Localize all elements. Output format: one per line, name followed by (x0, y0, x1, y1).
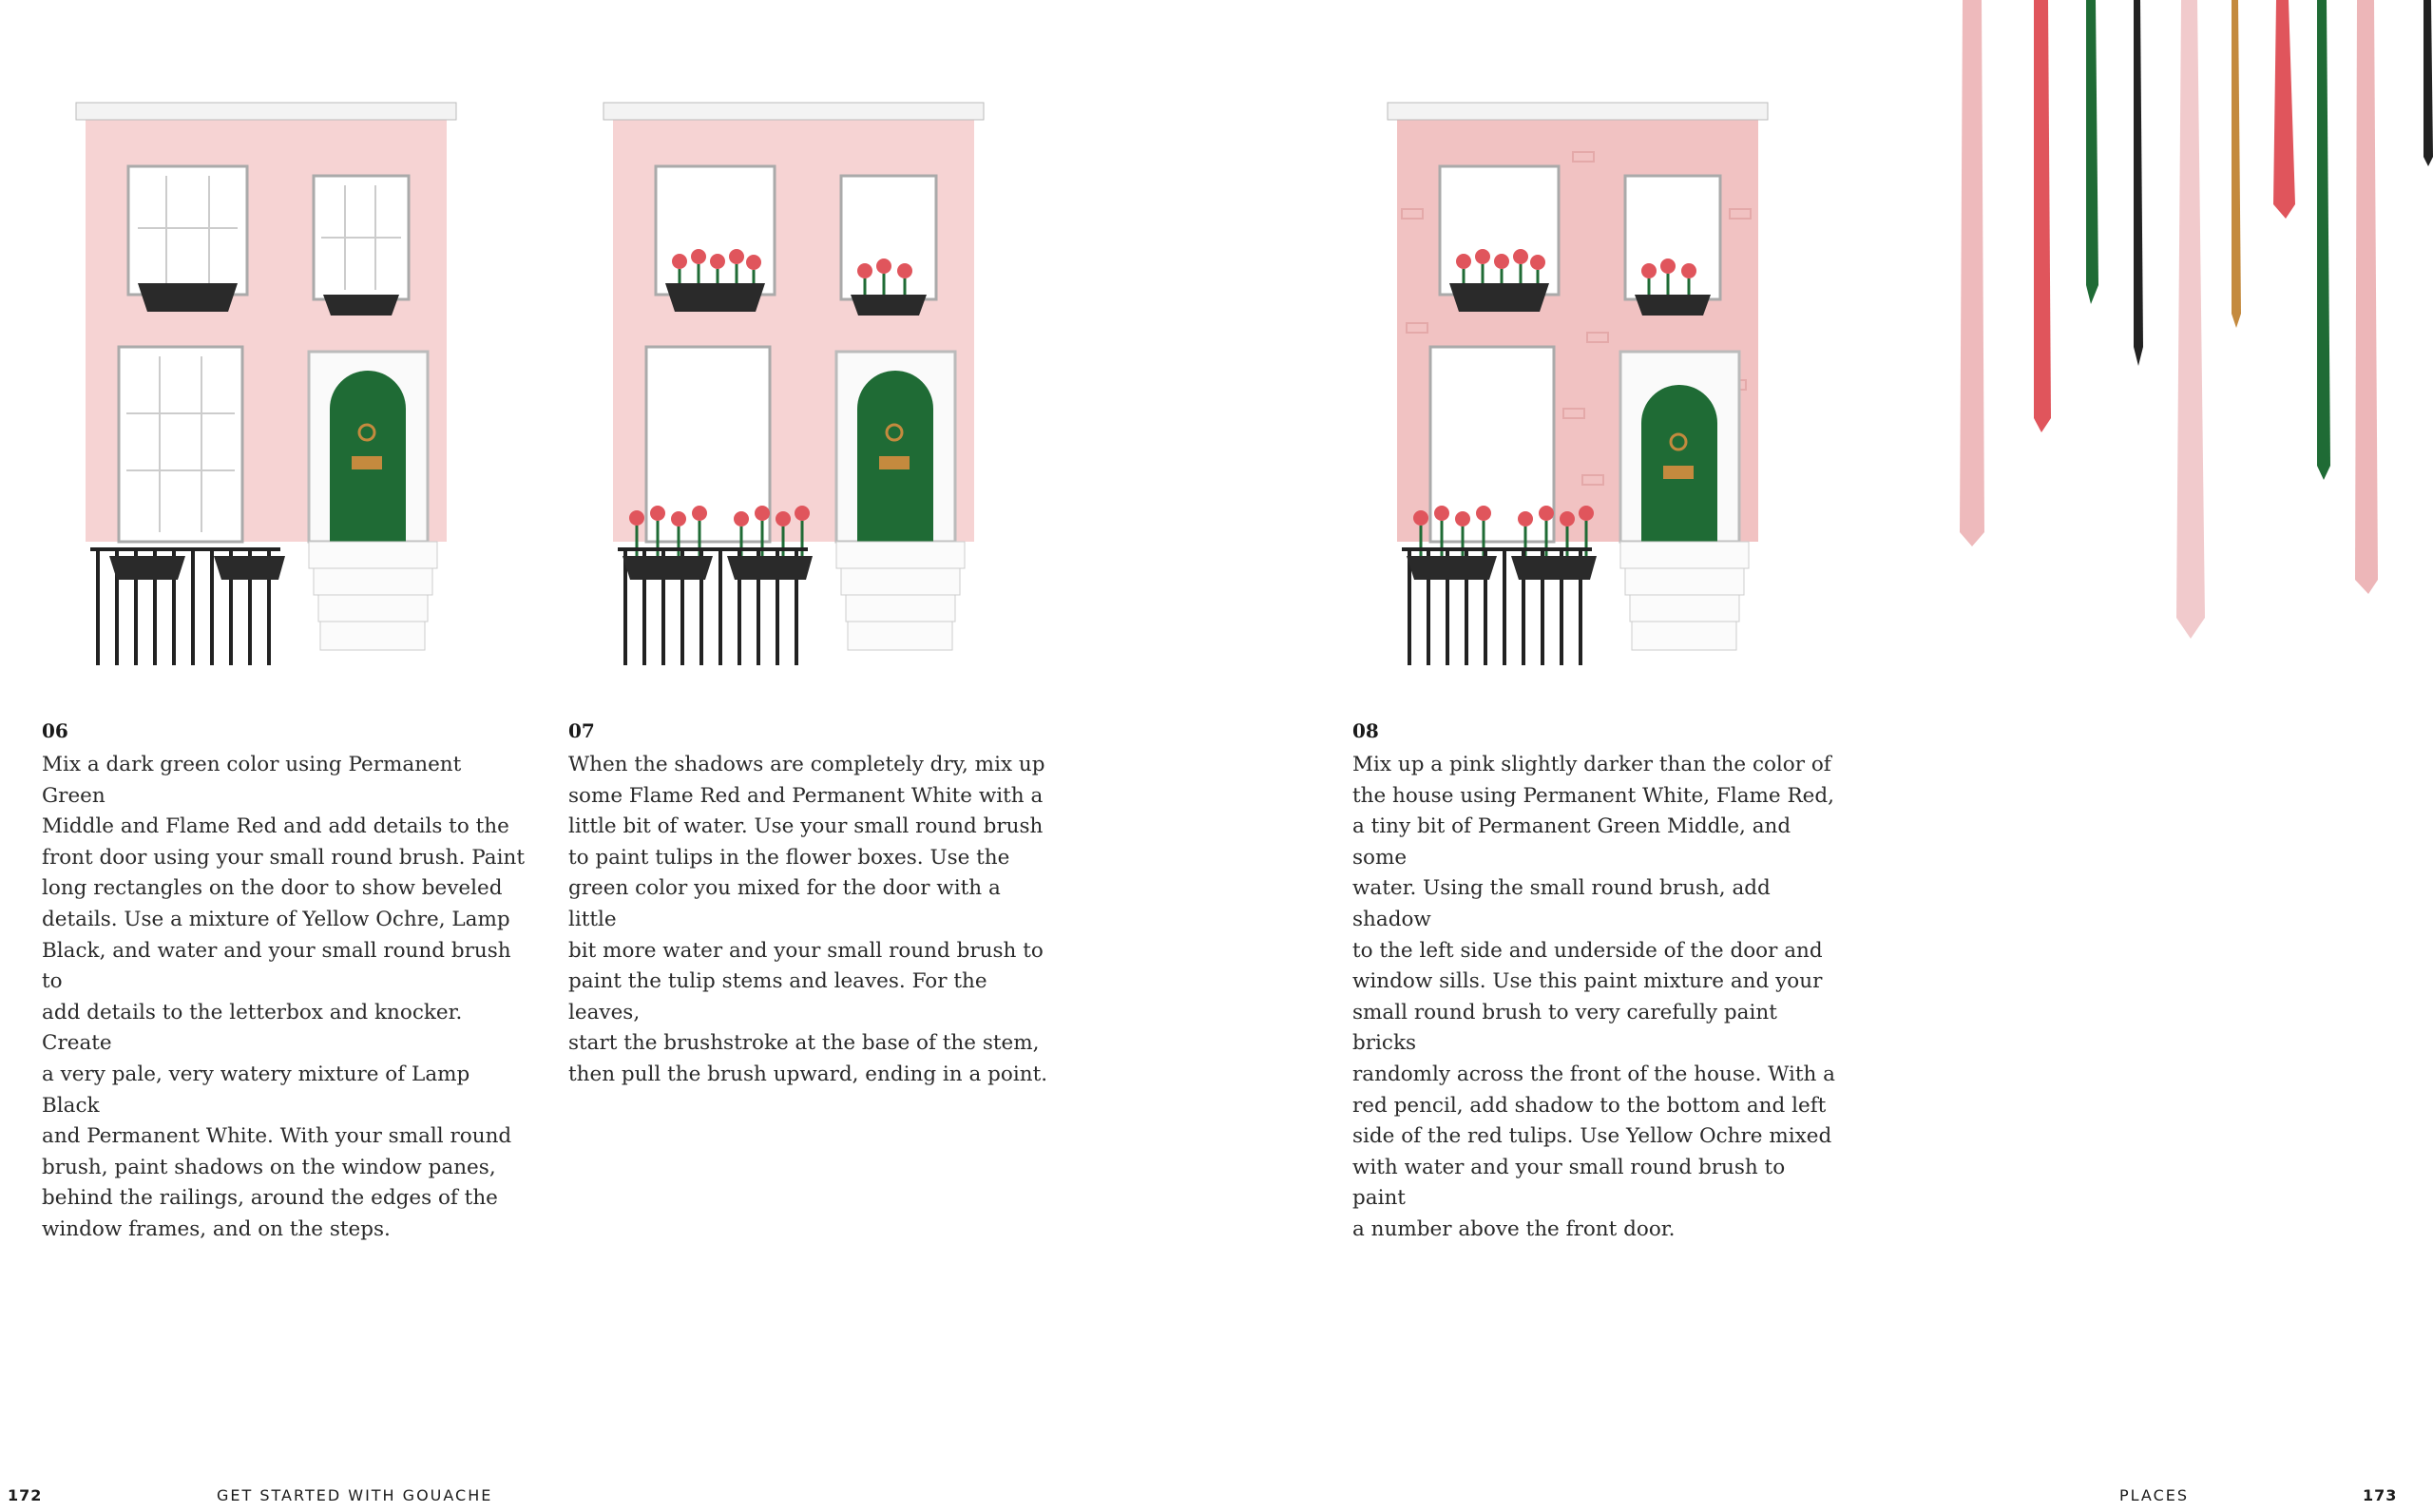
step-instructions: Mix up a pink slightly darker than the color of the house using Permanent White, Flame Red, a tiny bit of Permanent Green Middle, and some water. Using the small round brush, add shadow to the left side and underside of the door and window sills. Use this paint mixture and your small round brush to very carefully paint bricks randomly across the front of the house. With a red pencil, add shadow to the bottom and left side of the red tulips. Use Yellow Ochre mixed with water and your small round brush to paint a number above the front door. (1352, 753, 1836, 1241)
step-07 (568, 719, 1053, 1091)
step-number: 07 (568, 719, 595, 742)
page-number-left: 172 (8, 1486, 43, 1504)
house-illustration-step-08 (1383, 95, 1782, 684)
page-number-right: 173 (2363, 1486, 2398, 1504)
running-head-left: GET STARTED WITH GOUACHE (217, 1486, 493, 1504)
step-06 (42, 719, 527, 1246)
running-head-right: PLACES (2119, 1486, 2190, 1504)
step-number: 06 (42, 719, 68, 742)
step-08 (1352, 719, 1837, 1246)
house-facade (76, 103, 456, 665)
paint-swatch-strokes (1939, 0, 2433, 665)
step-number: 08 (1352, 719, 1379, 742)
house-illustration-step-07 (599, 95, 998, 684)
house-illustration-step-06 (71, 95, 470, 684)
step-instructions: When the shadows are completely dry, mix up some Flame Red and Permanent White with a little bit of water. Use your small round brush to paint tulips in the flower boxes. Use the green color you mixed for the door with a little bit more water and your small round brush to paint the tulip stems and leaves. For the leaves, start the brushstroke at the base of the stem, then pull the brush upward, ending in a point. (568, 753, 1048, 1086)
step-instructions: Mix a dark green color using Permanent Green Middle and Flame Red and add details to the front door using your small round brush. Paint long rectangles on the door to show beveled details. Use a mixture of Yellow Ochre, Lamp Black, and water and your small round brush to add details to the letterbox and knocker. Create a very pale, very watery mixture of Lamp Black and Permanent White. With your small round brush, paint shadows on the window panes, behind the railings, around the edges of the window frames, and on the steps. (42, 753, 525, 1241)
